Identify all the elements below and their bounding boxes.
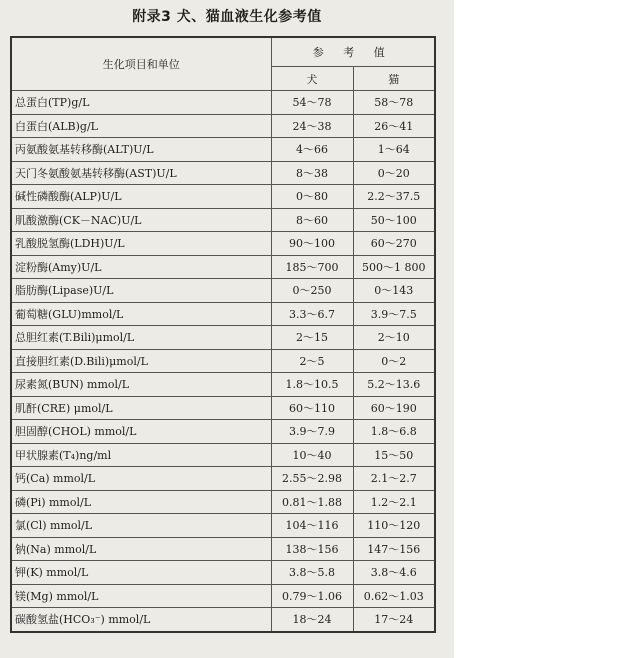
row-dog-value: 60～110	[271, 396, 353, 420]
table-row	[11, 420, 435, 444]
row-cat-value: 15～50	[353, 443, 435, 467]
row-item-name: 镁(Mg) mmol/L	[11, 584, 271, 608]
row-cat-value: 1.2～2.1	[353, 490, 435, 514]
row-dog-value: 2～15	[271, 326, 353, 350]
row-item-name: 碱性磷酸酶(ALP)U/L	[11, 185, 271, 209]
row-cat-value: 3.8～4.6	[353, 561, 435, 585]
row-dog-value: 3.9～7.9	[271, 420, 353, 444]
row-cat-value: 0～2	[353, 349, 435, 373]
header-cat: 猫	[353, 67, 435, 91]
table-row	[11, 302, 435, 326]
row-dog-value: 0～80	[271, 185, 353, 209]
row-cat-value: 2～10	[353, 326, 435, 350]
row-item-name: 乳酸脱氢酶(LDH)U/L	[11, 232, 271, 256]
row-item-name: 淀粉酶(Amy)U/L	[11, 255, 271, 279]
row-item-name: 直接胆红素(D.Bili)μmol/L	[11, 349, 271, 373]
table-row	[11, 608, 435, 632]
row-cat-value: 60～270	[353, 232, 435, 256]
row-cat-value: 500～1 800	[353, 255, 435, 279]
header-item-column: 生化项目和单位	[11, 37, 271, 91]
table-row	[11, 91, 435, 115]
row-cat-value: 1.8～6.8	[353, 420, 435, 444]
row-dog-value: 138～156	[271, 537, 353, 561]
row-dog-value: 2.55～2.98	[271, 467, 353, 491]
row-dog-value: 8～38	[271, 161, 353, 185]
row-item-name: 总蛋白(TP)g/L	[11, 91, 271, 115]
row-item-name: 葡萄糖(GLU)mmol/L	[11, 302, 271, 326]
row-item-name: 天门冬氨酸氨基转移酶(AST)U/L	[11, 161, 271, 185]
table-row	[11, 114, 435, 138]
row-dog-value: 4～66	[271, 138, 353, 162]
row-dog-value: 54～78	[271, 91, 353, 115]
row-item-name: 碳酸氢盐(HCO₃⁻) mmol/L	[11, 608, 271, 632]
row-cat-value: 0～20	[353, 161, 435, 185]
row-cat-value: 0.62～1.03	[353, 584, 435, 608]
row-item-name: 总胆红素(T.Bili)μmol/L	[11, 326, 271, 350]
row-dog-value: 0.81～1.88	[271, 490, 353, 514]
table-row	[11, 373, 435, 397]
table-row	[11, 232, 435, 256]
row-item-name: 白蛋白(ALB)g/L	[11, 114, 271, 138]
table-row	[11, 185, 435, 209]
header-dog: 犬	[271, 67, 353, 91]
row-cat-value: 60～190	[353, 396, 435, 420]
row-dog-value: 1.8～10.5	[271, 373, 353, 397]
row-dog-value: 3.3～6.7	[271, 302, 353, 326]
table-row	[11, 584, 435, 608]
row-item-name: 肌酸激酶(CK－NAC)U/L	[11, 208, 271, 232]
row-dog-value: 104～116	[271, 514, 353, 538]
row-cat-value: 0～143	[353, 279, 435, 303]
row-cat-value: 2.2～37.5	[353, 185, 435, 209]
row-cat-value: 5.2～13.6	[353, 373, 435, 397]
row-dog-value: 3.8～5.8	[271, 561, 353, 585]
table-row	[11, 279, 435, 303]
row-dog-value: 10～40	[271, 443, 353, 467]
row-dog-value: 90～100	[271, 232, 353, 256]
table-row	[11, 349, 435, 373]
table-row	[11, 514, 435, 538]
row-item-name: 胆固醇(CHOL) mmol/L	[11, 420, 271, 444]
table-row	[11, 537, 435, 561]
row-item-name: 丙氨酸氨基转移酶(ALT)U/L	[11, 138, 271, 162]
table-row	[11, 138, 435, 162]
table-row	[11, 490, 435, 514]
row-cat-value: 58～78	[353, 91, 435, 115]
row-cat-value: 147～156	[353, 537, 435, 561]
table-row	[11, 443, 435, 467]
table-row	[11, 561, 435, 585]
row-item-name: 甲状腺素(T₄)ng/ml	[11, 443, 271, 467]
table-row	[11, 161, 435, 185]
page-title: 附录3 犬、猫血液生化参考值	[132, 9, 322, 25]
row-cat-value: 17～24	[353, 608, 435, 632]
row-item-name: 尿素氮(BUN) mmol/L	[11, 373, 271, 397]
row-dog-value: 8～60	[271, 208, 353, 232]
row-item-name: 肌酐(CRE) μmol/L	[11, 396, 271, 420]
row-item-name: 磷(Pi) mmol/L	[11, 490, 271, 514]
row-item-name: 氯(Cl) mmol/L	[11, 514, 271, 538]
row-dog-value: 24～38	[271, 114, 353, 138]
table-row	[11, 467, 435, 491]
row-dog-value: 18～24	[271, 608, 353, 632]
row-dog-value: 0.79～1.06	[271, 584, 353, 608]
reference-values-table	[10, 36, 436, 633]
row-cat-value: 2.1～2.7	[353, 467, 435, 491]
table-row	[11, 326, 435, 350]
row-cat-value: 26～41	[353, 114, 435, 138]
row-item-name: 钾(K) mmol/L	[11, 561, 271, 585]
row-cat-value: 1～64	[353, 138, 435, 162]
row-dog-value: 185～700	[271, 255, 353, 279]
row-item-name: 钙(Ca) mmol/L	[11, 467, 271, 491]
row-cat-value: 110～120	[353, 514, 435, 538]
row-dog-value: 2～5	[271, 349, 353, 373]
header-reference-group: 参 考 值	[271, 37, 435, 67]
row-item-name: 脂肪酶(Lipase)U/L	[11, 279, 271, 303]
table-row	[11, 255, 435, 279]
table-row	[11, 208, 435, 232]
row-item-name: 钠(Na) mmol/L	[11, 537, 271, 561]
row-cat-value: 50～100	[353, 208, 435, 232]
table-row	[11, 396, 435, 420]
row-dog-value: 0～250	[271, 279, 353, 303]
row-cat-value: 3.9～7.5	[353, 302, 435, 326]
